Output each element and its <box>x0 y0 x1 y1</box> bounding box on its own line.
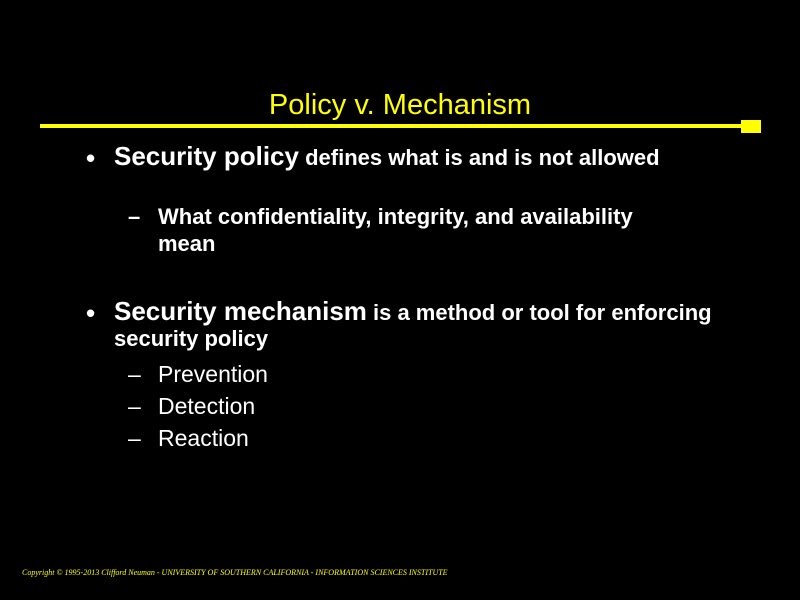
bullet-security-policy <box>86 143 726 171</box>
subitem-text: Reaction <box>158 425 249 451</box>
slide-title: Policy v. Mechanism <box>268 89 532 121</box>
copyright-footer: Copyright © 1995-2013 Clifford Neuman - UNIVERSITY OF SOUTHERN CALIFORNIA - INFORMATION SCIENCES INSTITUTE <box>22 568 448 577</box>
bullet-marker: • <box>86 143 96 173</box>
subitem-text: What confidentiality, integrity, and availability mean <box>158 204 633 256</box>
bullet-marker: • <box>86 298 96 328</box>
title-underline-rule <box>40 124 746 128</box>
bullet-text: is a method or tool for enforcing security policy <box>114 300 712 351</box>
subitem-detection <box>128 393 688 420</box>
subitem-marker: – <box>128 425 141 451</box>
subitem-cia-meaning <box>128 203 688 257</box>
bullet-term: Security policy <box>114 141 299 171</box>
bullet-term: Security mechanism <box>114 296 367 326</box>
subitem-text: Detection <box>158 393 256 419</box>
subitem-marker: – <box>128 393 141 419</box>
subitem-marker: – <box>128 361 141 387</box>
subitem-text: Prevention <box>158 361 268 387</box>
bullet-text: defines what is and is not allowed <box>298 145 660 170</box>
title-rule-end-block <box>741 120 761 133</box>
subitem-prevention <box>128 361 688 388</box>
subitem-reaction <box>128 425 688 452</box>
subitem-marker: – <box>128 204 141 229</box>
bullet-security-mechanism <box>86 298 726 352</box>
